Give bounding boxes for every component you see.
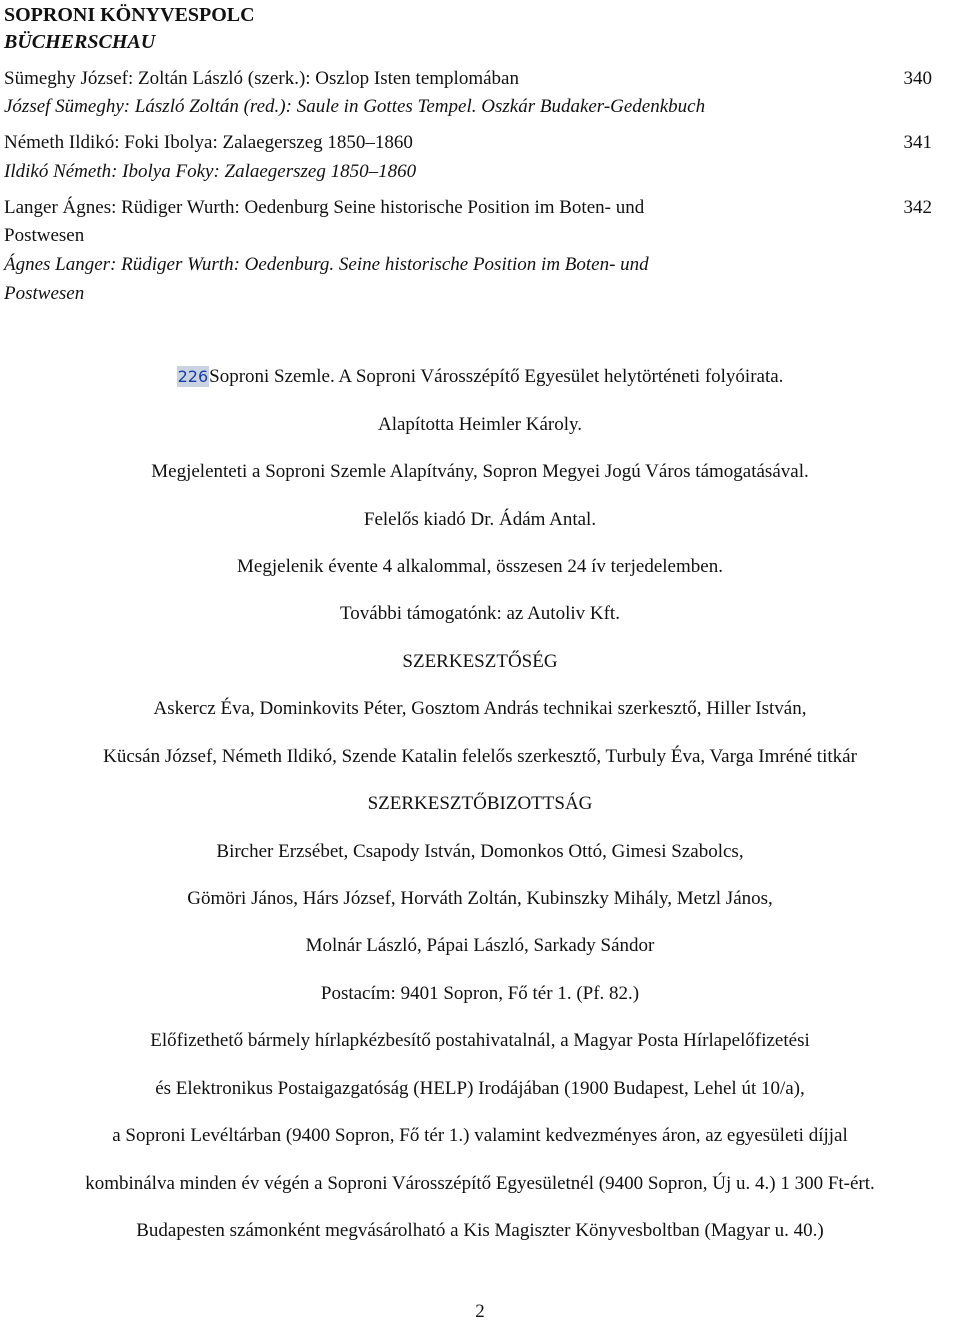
toc-entry-title-de-cont: Postwesen [4, 283, 85, 304]
imprint-journal-text: Soproni Szemle. A Soproni Városszépítő Egyesület helytörténeti folyóirata. [209, 366, 784, 387]
toc-entry-title-de: Ildikó Németh: Ibolya Foky: Zalaegerszeg 1850–1860 [4, 161, 417, 182]
subscription-line: és Elektronikus Postaigazgatóság (HELP) Irodájában (1900 Budapest, Lehel út 10/a), [155, 1078, 805, 1099]
subscription-line: kombinálva minden év végén a Soproni Városszépítő Egyesületnél (9400 Sopron, Új u. 4.) 1 300 Ft-ért. [85, 1173, 875, 1194]
toc-entry-title-hu: Sümeghy József: Zoltán László (szerk.): Oszlop Isten templomában [4, 68, 519, 89]
page-number: 2 [475, 1301, 485, 1322]
section-title-de: BÜCHERSCHAU [4, 31, 156, 53]
toc-entry-page: 342 [903, 197, 932, 218]
bookshop-line: Budapesten számonként megvásárolható a Kis Magiszter Könyvesboltban (Magyar u. 40.) [136, 1220, 824, 1241]
editorial-board-line: Bircher Erzsébet, Csapody István, Domonkos Ottó, Gimesi Szabolcs, [216, 841, 744, 862]
imprint-frequency: Megjelenik évente 4 alkalommal, összesen 24 ív terjedelemben. [237, 556, 723, 577]
toc-entry-title-hu: Langer Ágnes: Rüdiger Wurth: Oedenburg Seine historische Position im Boten- und [4, 197, 645, 218]
editorial-board-line: Gömöri János, Hárs József, Horváth Zoltán, Kubinszky Mihály, Metzl János, [187, 888, 773, 909]
toc-entry-title-de: József Sümeghy: László Zoltán (red.): Saule in Gottes Tempel. Oszkár Budaker-Gedenkbuch [4, 96, 706, 117]
postal-address: Postacím: 9401 Sopron, Fő tér 1. (Pf. 82.) [320, 983, 640, 1004]
toc-entry-title-de: Ágnes Langer: Rüdiger Wurth: Oedenburg. Seine historische Position im Boten- und [4, 254, 649, 275]
page-reference-link[interactable]: 226 [177, 367, 209, 386]
editorial-office-heading: SZERKESZTŐSÉG [402, 651, 558, 672]
subscription-line: Előfizethető bármely hírlapkézbesítő postahivatalnál, a Magyar Posta Hírlapelőfizetési [150, 1030, 810, 1051]
toc-entry-page: 340 [903, 68, 932, 89]
imprint-sponsor: További támogatónk: az Autoliv Kft. [340, 603, 620, 624]
toc-entry-page: 341 [903, 132, 932, 153]
imprint-founder: Alapította Heimler Károly. [377, 414, 582, 435]
section-title-hu: SOPRONI KÖNYVESPOLC [4, 4, 255, 26]
editorial-members-line: Askercz Éva, Dominkovits Péter, Gosztom András technikai szerkesztő, Hiller István, [153, 698, 807, 719]
subscription-line: a Soproni Levéltárban (9400 Sopron, Fő tér 1.) valamint kedvezményes áron, az egyesületi díjjal [112, 1125, 848, 1146]
imprint-responsible-publisher: Felelős kiadó Dr. Ádám Antal. [363, 509, 597, 530]
toc-entry-title-hu: Németh Ildikó: Foki Ibolya: Zalaegerszeg 1850–1860 [4, 132, 413, 153]
imprint-publisher: Megjelenteti a Soproni Szemle Alapítvány, Sopron Megyei Jogú Város támogatásával. [151, 461, 809, 482]
imprint-journal-line [0, 365, 960, 389]
editorial-board-line: Molnár László, Pápai László, Sarkady Sándor [305, 935, 655, 956]
editorial-members-line: Kücsán József, Németh Ildikó, Szende Katalin felelős szerkesztő, Turbuly Éva, Varga Imréné titkár [103, 746, 857, 767]
toc-entry-title-hu-cont: Postwesen [4, 225, 85, 246]
editorial-board-heading: SZERKESZTŐBIZOTTSÁG [367, 793, 593, 814]
